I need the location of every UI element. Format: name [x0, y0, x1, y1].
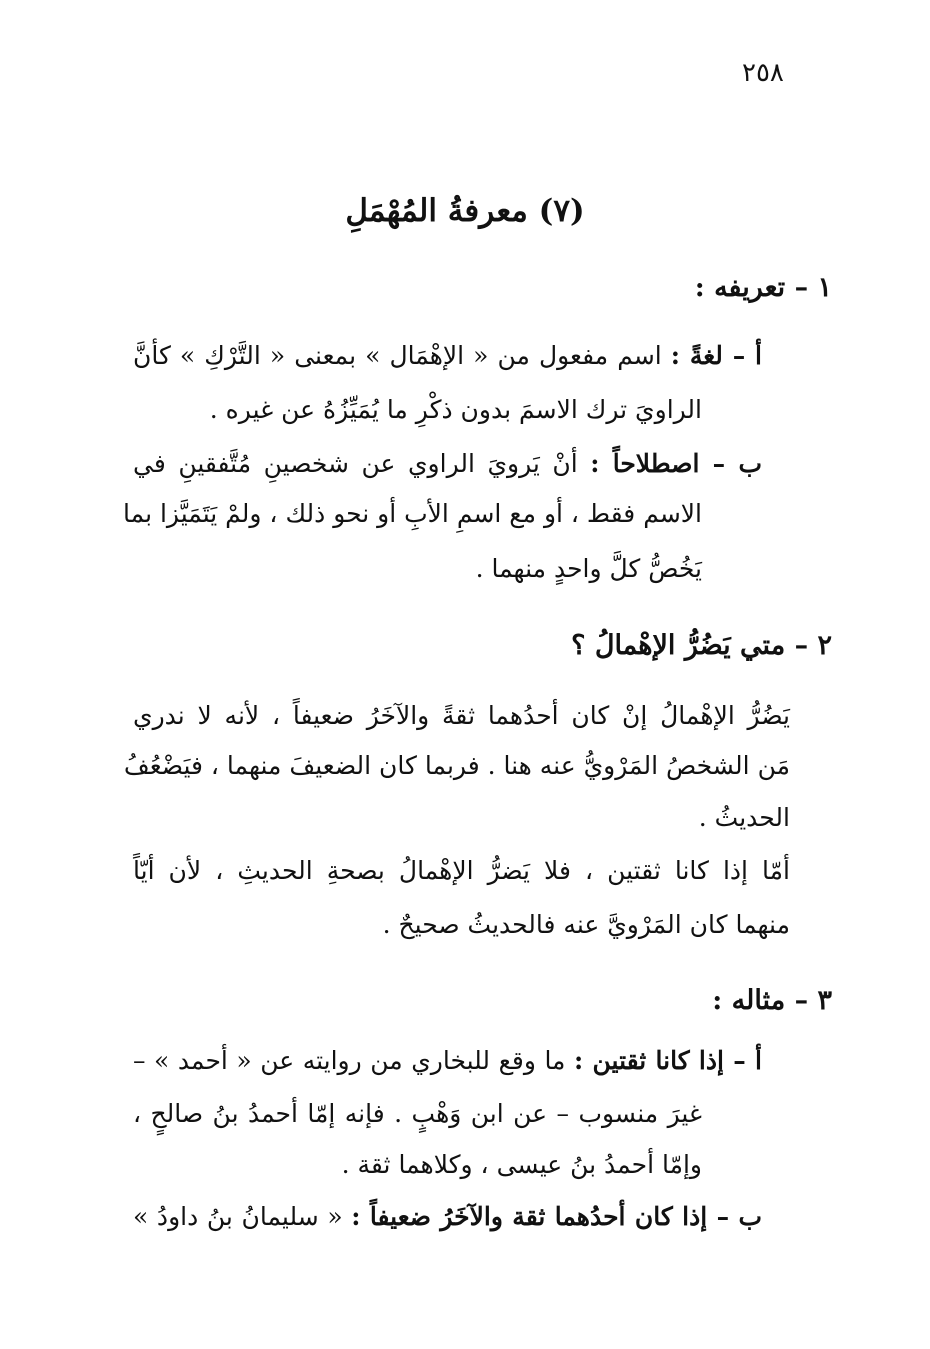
example-a-line-2: غيرَ منسوب – عن ابن وَهْبٍ . فإنه إمّا أحمدُ بنُ صالحٍ ،: [133, 1099, 702, 1128]
paragraph-2-line-1: أمّا إذا كانا ثقتين ، فلا يَضرُّ الإهْمالُ بصحةِ الحديثِ ، لأن أيّاً: [133, 856, 790, 885]
page-number: ٢٥٨: [742, 58, 784, 88]
definition-linguistic-line-1: [133, 331, 762, 381]
paragraph-1-line-3: الحديثُ .: [698, 803, 790, 832]
definition-linguistic-line-2: الراويَ ترك الاسمَ بدون ذكْرِ ما يُمَيِّزُهُ عن غيره .: [209, 395, 702, 424]
paragraph-1-line-1: يَضُرُّ الإهْمالُ إنْ كان أحدُهما ثقةً والآخَرُ ضعيفاً ، لأنه لا ندري: [133, 701, 790, 730]
item-text: ما وقع للبخاري من روايته عن « أحمد » –: [133, 1046, 566, 1075]
section-heading-when-harmful: ٢ – متي يَضُرُّ الإهْمالُ ؟: [571, 630, 832, 661]
definition-technical-line-2: الاسم فقط ، أو مع اسمِ الأبِ أو نحو ذلك ، ولمْ يَتَمَيَّزا بما: [123, 499, 702, 528]
paragraph-1-line-2: مَن الشخصُ المَرْويُّ عنه هنا . فربما كان الضعيفَ منهما ، فيَضْعُفُ: [123, 751, 790, 780]
paragraph-2-line-2: منهما كان المَرْويَّ عنه فالحديثُ صحيحٌ .: [382, 910, 790, 939]
item-text: اسم مفعول من « الإهْمَال » بمعنى « التَّرْكِ » كأنَّ: [133, 341, 662, 370]
item-label: أ – إذا كانا ثقتين :: [574, 1046, 762, 1075]
item-label: ب – إذا كان أحدُهما ثقة والآخَرُ ضعيفاً :: [351, 1202, 762, 1231]
section-heading-example: ٣ – مثاله :: [712, 985, 832, 1016]
example-b-line-1: [133, 1192, 762, 1242]
definition-technical-line-1: [133, 439, 762, 489]
chapter-title: (٧) معرفةُ المُهْمَلِ: [345, 193, 585, 229]
item-text: « سليمانُ بنُ داودُ »: [133, 1202, 343, 1231]
item-label: أ – لغةً :: [670, 341, 762, 370]
example-a-line-1: [133, 1036, 762, 1086]
item-label: ب – اصطلاحاً :: [590, 449, 763, 478]
definition-technical-line-3: يَخُصُّ كلَّ واحدٍ منهما .: [475, 554, 702, 583]
example-a-line-3: وإمّا أحمدُ بنُ عيسى ، وكلاهما ثقة .: [341, 1150, 702, 1179]
section-heading-definition: ١ – تعريفه :: [694, 272, 832, 303]
item-text: أنْ يَرويَ الراوي عن شخصينِ مُتَّفقينِ في: [133, 449, 578, 478]
